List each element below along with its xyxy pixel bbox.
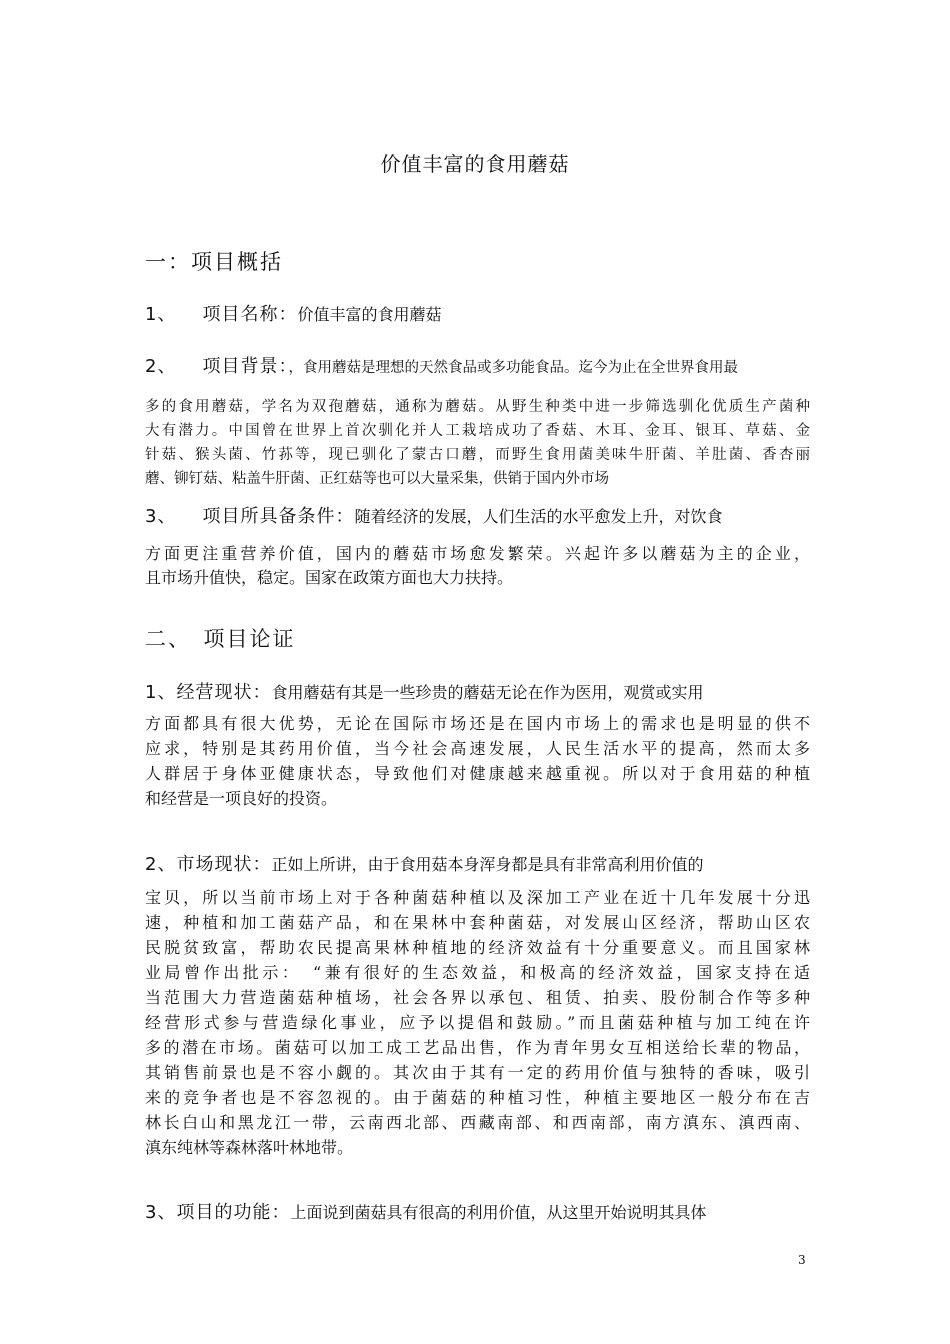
s1-item1-lead xyxy=(145,300,810,326)
s2-item2-number: 2、 xyxy=(145,854,177,875)
paragraph-line: 方面更注重营养价值，国内的蘑菇市场愈发繁荣。兴起许多以蘑菇为主的企业， xyxy=(145,544,810,563)
s1-item3-number: 3、 xyxy=(145,506,177,527)
s2-item1-text: 食用蘑菇有其是一些珍贵的蘑菇无论在作为医用，观赏或实用 xyxy=(271,683,704,702)
paragraph-line: 速，种植和加工菌菇产品，和在果林中套种菌菇，对发展山区经济，帮助山区农 xyxy=(145,913,810,932)
paragraph-line: 当范围大力营造菌菇种植场，社会各界以承包、租赁、拍卖、股份制合作等多种 xyxy=(145,988,810,1007)
s2-item2-label: 市场现状： xyxy=(176,854,272,875)
s1-item1-text: 价值丰富的食用蘑菇 xyxy=(297,305,442,324)
page-number: 3 xyxy=(798,1253,806,1267)
s2-item3-label: 项目的功能： xyxy=(176,1202,291,1223)
paragraph-line: 民脱贫致富，帮助农民提高果林种植地的经济效益有十分重要意义。而且国家林 xyxy=(145,938,810,957)
s1-item3-label: 项目所具备条件： xyxy=(202,506,355,527)
paragraph-line: 多的食用蘑菇，学名为双孢蘑菇，通称为蘑菇。从野生种类中进一步筛选驯化优质生产菌种 xyxy=(145,399,810,415)
s2-item3-lead xyxy=(145,1198,810,1224)
s2-item1-lead xyxy=(145,678,810,704)
paragraph-line: 林长白山和黑龙江一带，云南西北部、西藏南部、和西南部，南方滇东、滇西南、 xyxy=(145,1113,810,1132)
paragraph-line: 多的潜在市场。菌菇可以加工成工艺品出售，作为青年男女互相送给长辈的物品， xyxy=(145,1038,810,1057)
s1-item1-number: 1、 xyxy=(145,304,177,325)
paragraph-line: 业局曾作出批示： “兼有很好的生态效益，和极高的经济效益，国家支持在适 xyxy=(145,963,810,982)
s1-item2-number: 2、 xyxy=(145,356,177,377)
s1-item3-lead xyxy=(145,502,810,528)
paragraph-line: 来的竞争者也是不容忽视的。由于菌菇的种植习性，种植主要地区一般分布在吉 xyxy=(145,1088,810,1107)
s1-item2-label: 项目背景： xyxy=(202,356,289,377)
s1-item2-text: ，食用蘑菇是理想的天然食品或多功能食品。迄今为止在全世界食用最 xyxy=(288,360,738,376)
paragraph-line: 蘑、铆钉菇、粘盖牛肝菌、正红菇等也可以大量采集，供销于国内外市场 xyxy=(145,471,609,487)
s2-item1-label: 经营现状： xyxy=(176,682,272,703)
paragraph-line: 方面都具有很大优势，无论在国际市场还是在国内市场上的需求也是明显的供不 xyxy=(145,714,810,733)
paragraph-line: 大有潜力。中国曾在世界上首次驯化并人工栽培成功了香菇、木耳、金耳、银耳、草菇、金 xyxy=(145,423,810,439)
paragraph-line: 人群居于身体亚健康状态，导致他们对健康越来越重视。所以对于食用菇的种植 xyxy=(145,764,810,783)
s2-item2-text: 正如上所讲，由于食用菇本身浑身都是具有非常高利用价值的 xyxy=(271,855,704,874)
section-1-heading: 一：项目概括 xyxy=(145,250,283,274)
paragraph-line: 宝贝，所以当前市场上对于各种菌菇种植以及深加工产业在近十几年发展十分迅 xyxy=(145,888,810,907)
s1-item3-text: 随着经济的发展，人们生活的水平愈发上升，对饮食 xyxy=(354,507,723,526)
document-title: 价值丰富的食用蘑菇 xyxy=(380,152,570,176)
s1-item2-lead xyxy=(145,352,810,378)
s2-item1-number: 1、 xyxy=(145,682,177,703)
paragraph-line: 应求，特别是其药用价值，当今社会高速发展，人民生活水平的提高，然而太多 xyxy=(145,739,810,758)
paragraph-line: 滇东纯林等森林落叶林地带。 xyxy=(145,1138,354,1157)
paragraph-line: 其销售前景也是不容小觑的。其次由于其有一定的药用价值与独特的香味，吸引 xyxy=(145,1063,810,1082)
s1-item1-label: 项目名称： xyxy=(202,304,298,325)
paragraph-line: 经营形式参与营造绿化事业，应予以提倡和鼓励。”而且菌菇种植与加工纯在许 xyxy=(145,1013,810,1032)
paragraph-line: 针菇、猴头菌、竹荪等，现已驯化了蒙古口蘑，而野生食用菌美味牛肝菌、羊肚菌、香杏丽 xyxy=(145,447,810,463)
s2-item3-number: 3、 xyxy=(145,1202,177,1223)
s2-item2-lead xyxy=(145,850,810,876)
paragraph-line: 和经营是一项良好的投资。 xyxy=(145,789,338,808)
section-2-heading: 二、 项目论证 xyxy=(145,627,296,651)
paragraph-line: 且市场升值快，稳定。国家在政策方面也大力扶持。 xyxy=(145,568,514,587)
s2-item3-text: 上面说到菌菇具有很高的利用价值，从这里开始说明其具体 xyxy=(290,1203,707,1222)
